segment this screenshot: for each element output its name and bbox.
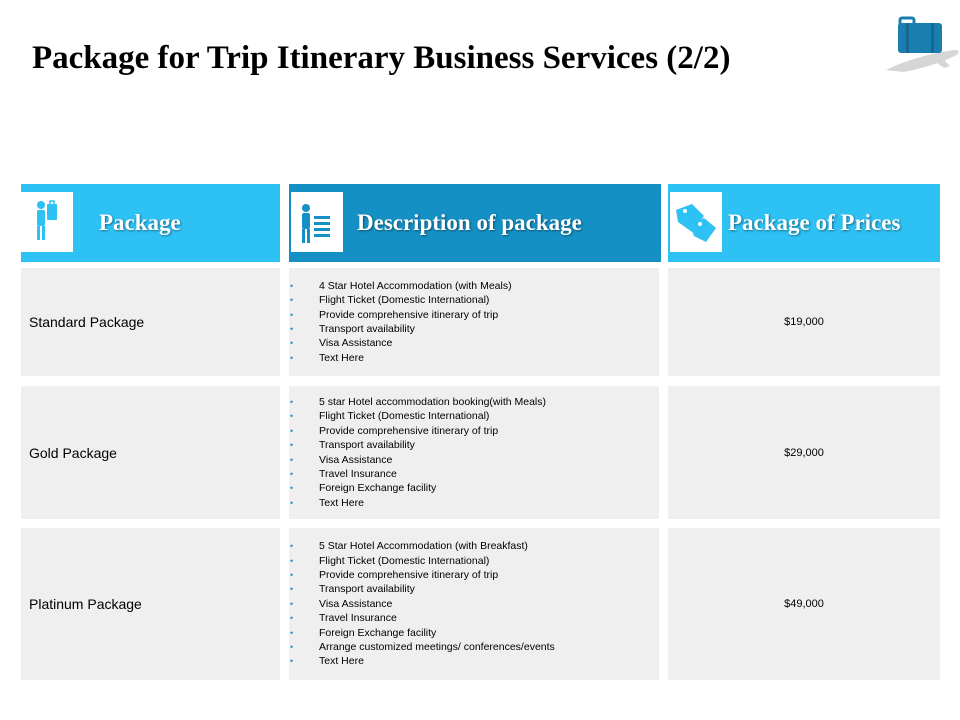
- list-item: • Visa Assistance: [319, 453, 546, 467]
- page-title: Package for Trip Itinerary Business Services (2/2): [32, 40, 731, 76]
- list-item: • Transport availability: [319, 322, 512, 336]
- package-price-platinum: $49,000: [668, 528, 940, 680]
- list-item: • Flight Ticket (Domestic International): [319, 409, 546, 423]
- header-package: [21, 184, 280, 262]
- package-price-standard: $19,000: [668, 268, 940, 376]
- feature-list: [319, 395, 546, 510]
- list-item: • Transport availability: [319, 438, 546, 452]
- package-description-platinum: [289, 528, 659, 680]
- package-price-gold: $29,000: [668, 386, 940, 519]
- feature-list: [319, 539, 555, 669]
- list-item: • Arrange customized meetings/ conferences/events: [319, 640, 555, 654]
- list-item: • Transport availability: [319, 582, 555, 596]
- header-prices: [668, 184, 940, 262]
- header-description-label: Description of package: [357, 210, 582, 235]
- suitcase-airplane-icon: [884, 12, 960, 76]
- list-item: • Provide comprehensive itinerary of trip: [319, 308, 512, 322]
- list-item: • Foreign Exchange facility: [319, 626, 555, 640]
- price-tags-icon: [670, 192, 722, 252]
- list-item: • Flight Ticket (Domestic International): [319, 554, 555, 568]
- list-item: • Provide comprehensive itinerary of trip: [319, 424, 546, 438]
- list-item: • Text Here: [319, 496, 546, 510]
- list-item: • Visa Assistance: [319, 597, 555, 611]
- person-checklist-icon: [291, 192, 343, 252]
- package-description-standard: [289, 268, 659, 376]
- feature-list: [319, 279, 512, 365]
- list-item: • Provide comprehensive itinerary of trip: [319, 568, 555, 582]
- package-name-standard: Standard Package: [21, 268, 280, 376]
- person-luggage-icon: [21, 192, 73, 252]
- list-item: • Foreign Exchange facility: [319, 481, 546, 495]
- list-item: • Flight Ticket (Domestic International): [319, 293, 512, 307]
- package-name-platinum: Platinum Package: [21, 528, 280, 680]
- package-name-gold: Gold Package: [21, 386, 280, 519]
- list-item: • 5 Star Hotel Accommodation (with Breakfast): [319, 539, 555, 553]
- list-item: • 5 star Hotel accommodation booking(with Meals): [319, 395, 546, 409]
- list-item: • Text Here: [319, 351, 512, 365]
- package-description-gold: [289, 386, 659, 519]
- list-item: • Visa Assistance: [319, 336, 512, 350]
- header-description: [289, 184, 661, 262]
- header-prices-label: Package of Prices: [728, 210, 901, 235]
- list-item: • 4 Star Hotel Accommodation (with Meals): [319, 279, 512, 293]
- list-item: • Text Here: [319, 654, 555, 668]
- header-package-label: Package: [99, 210, 181, 235]
- list-item: • Travel Insurance: [319, 467, 546, 481]
- list-item: • Travel Insurance: [319, 611, 555, 625]
